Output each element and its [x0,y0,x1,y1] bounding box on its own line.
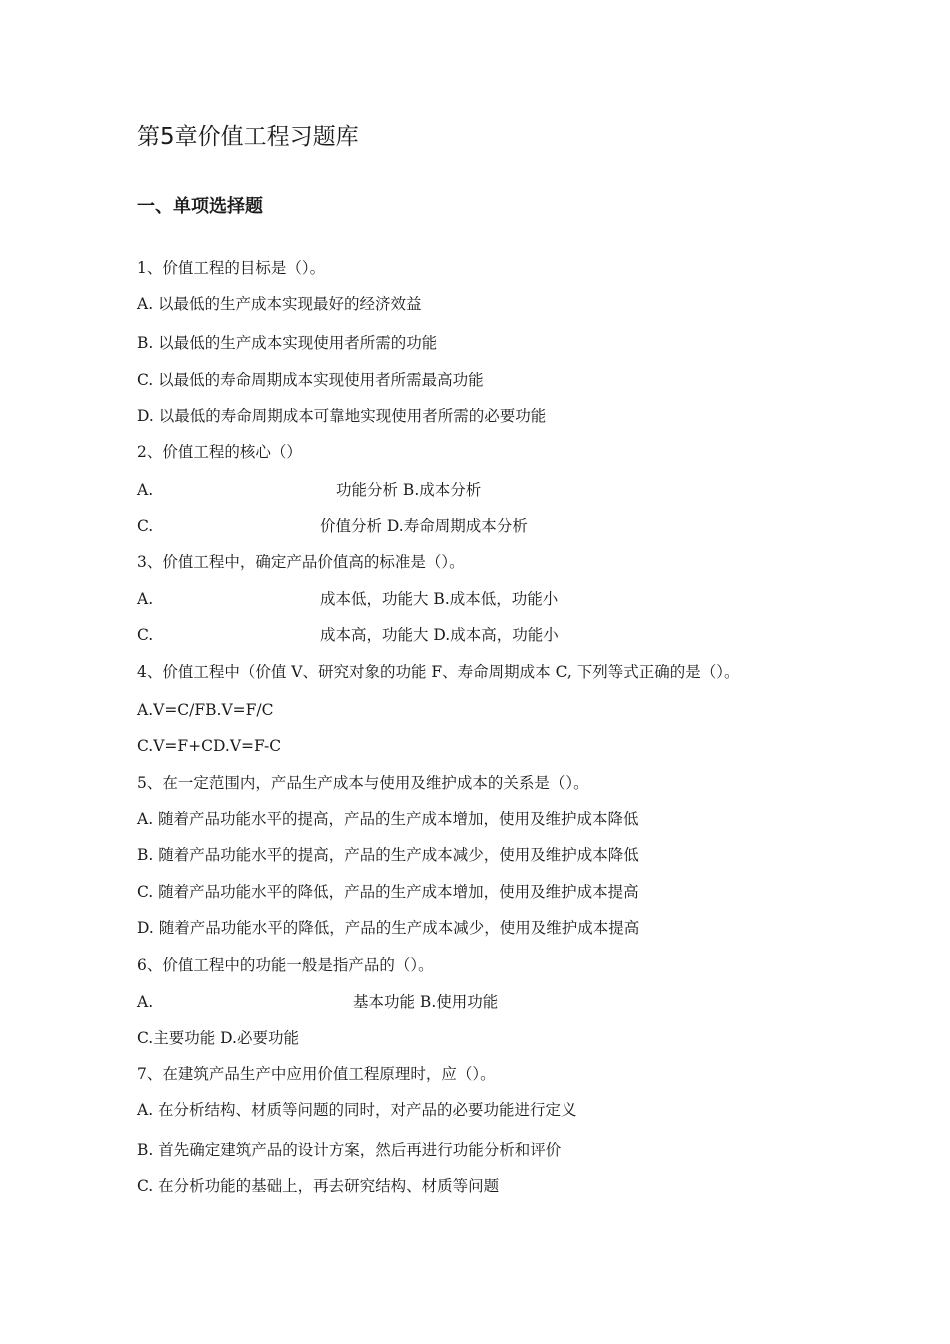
q6-options-cd: C.主要功能 D.必要功能 [137,1029,299,1047]
question-4: 4、价值工程中（价值 V、研究对象的功能 F、寿命周期成本 C, 下列等式正确的是（）。 [137,663,740,681]
q1-option-b: B. 以最低的生产成本实现使用者所需的功能 [137,334,438,352]
q1-option-c: C. 以最低的寿命周期成本实现使用者所需最高功能 [137,371,484,389]
q1-option-a: A. 以最低的生产成本实现最好的经济效益 [137,295,422,313]
page-title: 第5章价值工程习题库 [137,124,359,150]
q4-options-ab: A.V=C/FB.V=F/C [137,701,274,719]
question-1: 1、价值工程的目标是（）。 [137,259,326,277]
q6-option-a-label: A. [137,993,154,1011]
q6-options-ab: 基本功能 B.使用功能 [353,993,499,1011]
q7-option-a: A. 在分析结构、材质等问题的同时，对产品的必要功能进行定义 [137,1101,577,1119]
question-6: 6、价值工程中的功能一般是指产品的（）。 [137,956,434,974]
q3-option-a-label: A. [137,590,154,608]
q5-option-d: D. 随着产品功能水平的降低，产品的生产成本减少，使用及维护成本提高 [137,919,640,937]
q2-option-a-label: A. [137,481,154,499]
question-3: 3、价值工程中，确定产品价值高的标准是（）。 [137,553,465,571]
q2-options-ab: 功能分析 B.成本分析 [336,481,482,499]
q2-options-cd: 价值分析 D.寿命周期成本分析 [320,517,528,535]
q2-option-c-label: C. [137,517,154,535]
question-5: 5、在一定范围内，产品生产成本与使用及维护成本的关系是（）。 [137,774,589,792]
question-2: 2、价值工程的核心（） [137,443,302,461]
q3-option-c-label: C. [137,626,154,644]
question-7: 7、在建筑产品生产中应用价值工程原理时，应（）。 [137,1065,496,1083]
q7-option-b: B. 首先确定建筑产品的设计方案，然后再进行功能分析和评价 [137,1141,562,1159]
q3-options-cd: 成本高，功能大 D.成本高，功能小 [320,626,559,644]
q5-option-b: B. 随着产品功能水平的提高，产品的生产成本减少，使用及维护成本降低 [137,846,639,864]
q1-option-d: D. 以最低的寿命周期成本可靠地实现使用者所需的必要功能 [137,407,547,425]
q7-option-c: C. 在分析功能的基础上，再去研究结构、材质等问题 [137,1177,500,1195]
q4-options-cd: C.V=F+CD.V=F-C [137,737,282,755]
section-heading: 一、单项选择题 [137,196,263,217]
q5-option-c: C. 随着产品功能水平的降低，产品的生产成本增加，使用及维护成本提高 [137,883,639,901]
q5-option-a: A. 随着产品功能水平的提高，产品的生产成本增加，使用及维护成本降低 [137,810,639,828]
q3-options-ab: 成本低，功能大 B.成本低，功能小 [320,590,559,608]
